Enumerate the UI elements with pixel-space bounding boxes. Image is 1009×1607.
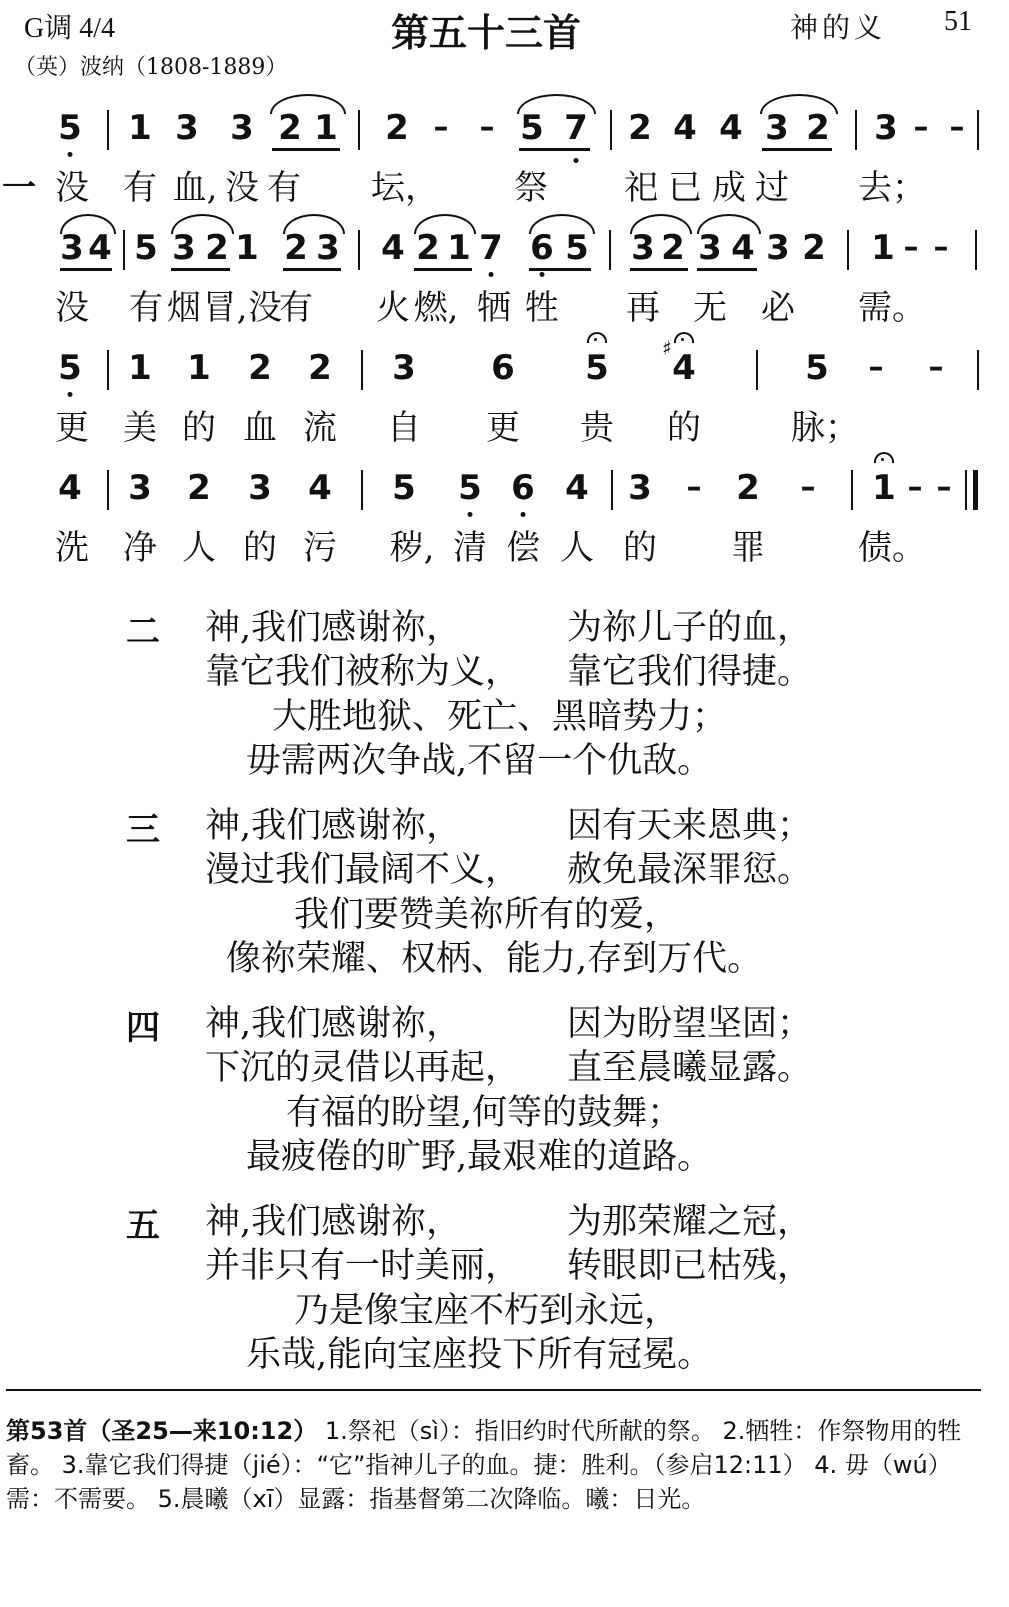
verse-line: 靠它我们得捷。 [567,652,813,692]
note: 1 [872,468,896,508]
slur [283,214,345,234]
lyric-syllable: 洗 [55,528,89,568]
lyric-syllable: 冒, [202,288,248,328]
note: 4 [565,468,589,508]
barline [977,350,979,390]
note: 5 [805,348,829,388]
lyric-syllable: 祀 [624,168,658,208]
lyric-syllable: 债。 [858,528,926,568]
beam-underline [697,268,757,271]
barline [847,230,849,270]
lyric-syllable: 自 [387,408,421,448]
sustain-dash: – [433,110,449,145]
lyric-syllable: 坛， [371,168,439,208]
barline [358,110,360,150]
sustain-dash: – [800,470,816,505]
barline [361,470,363,510]
verse-line: 乃是像宝座不朽到永远， [294,1291,680,1331]
octave-dot [68,152,73,157]
note: 2 [628,108,652,148]
slur [529,214,595,234]
verse-line: 我们要赞美祢所有的爱， [294,895,680,935]
sustain-dash: – [949,110,965,145]
lyric-syllable: 去； [858,168,926,208]
note: 3 [175,108,199,148]
lyric-syllable: 没 [55,168,89,208]
lyric-syllable: 净 [123,528,157,568]
slur [414,214,476,234]
note: 2 [385,108,409,148]
fermata-icon [874,452,894,463]
lyric-syllable: 没 [55,288,89,328]
barline [611,470,613,510]
beam-underline [519,148,590,151]
lyric-syllable: 牺 [477,288,511,328]
note: 4 [308,468,332,508]
lyric-syllable: 成 [712,168,746,208]
slur [630,214,692,234]
lyric-syllable: 牲 [525,288,559,328]
sustain-dash: – [479,110,495,145]
barline [358,230,360,270]
note: 2 [802,228,826,268]
lyric-syllable: 偿 [506,528,540,568]
note: 3 [628,468,652,508]
note: 3 [392,348,416,388]
note: 4 [672,348,696,388]
composer-credit: （英）波纳（1808-1889） [14,55,288,80]
note: 4 [673,108,697,148]
note: 2 [308,348,332,388]
lyric-syllable: 美 [123,408,157,448]
lyric-syllable: 的 [623,528,657,568]
note: 4 [88,228,112,268]
lyric-syllable: 有 [129,288,163,328]
lyric-syllable: 秽, [389,528,435,568]
hymn-category: 神的义 [790,11,887,44]
slur [60,214,116,234]
beam-underline [171,268,230,271]
verse-line: 为那荣耀之冠， [567,1202,813,1242]
lyric-syllable: 更 [486,408,520,448]
beam-underline [762,148,832,151]
lyric-syllable: 烟 [167,288,201,328]
lyric-syllable: 的 [243,528,277,568]
octave-dot [574,158,579,163]
barline [609,230,611,270]
note: 2 [278,108,302,148]
lyric-syllable: 污 [303,528,337,568]
note: 7 [479,228,503,268]
note: 6 [530,228,554,268]
note: 6 [511,468,535,508]
note: 4 [731,228,755,268]
page-number: 51 [944,6,972,37]
lyric-syllable: 必 [761,288,795,328]
note: 5 [458,468,482,508]
beam-underline [60,268,112,271]
verse-line: 为祢儿子的血， [567,608,813,648]
note: 4 [719,108,743,148]
barline [107,110,109,150]
verse-number: 三 [126,810,160,850]
verse-line: 靠它我们被称为义， [205,652,521,692]
lyric-syllable: 罪 [731,528,765,568]
note: 2 [416,228,440,268]
barline [756,350,758,390]
lyric-syllable: 没 [248,288,282,328]
lyric-syllable: 贵 [580,408,614,448]
note: 3 [765,108,789,148]
note: 1 [128,348,152,388]
barline [107,470,109,510]
footnote-divider [6,1389,981,1391]
octave-dot [468,512,473,517]
verse-line: 大胜地狱、死亡、黑暗势力； [272,697,728,737]
note: 3 [766,228,790,268]
note: 7 [564,108,588,148]
verse-line: 漫过我们最阔不义， [205,850,521,890]
lyric-syllable: 有 [267,168,301,208]
lyric-syllable: 有 [279,288,313,328]
hymn-title: 第五十三首 [391,11,582,55]
note: 3 [60,228,84,268]
octave-dot [489,272,494,277]
verse-line: 像祢荣耀、权柄、能力,存到万代。 [226,939,763,979]
lyric-syllable: 需。 [858,288,926,328]
verse-line: 乐哉,能向宝座投下所有冠冕。 [246,1335,713,1375]
slur [270,94,346,114]
barline [361,350,363,390]
note: 5 [585,348,609,388]
note: 2 [661,228,685,268]
verse-number: 四 [126,1008,160,1048]
note: 5 [134,228,158,268]
sustain-dash: – [913,110,929,145]
note: 2 [736,468,760,508]
verse-line: 赦免最深罪愆。 [567,850,813,890]
lyric-syllable: 已 [668,168,702,208]
octave-dot [68,392,73,397]
verse-line: 因为盼望坚固； [567,1004,813,1044]
barline [977,110,979,150]
lyric-syllable: 火 [376,288,410,328]
beam-underline [283,268,341,271]
sustain-dash: – [928,350,944,385]
verse-line: 神,我们感谢祢， [205,1004,462,1044]
fermata-icon [674,332,694,343]
octave-dot [540,272,545,277]
final-barline [973,470,978,510]
footnote-text: 1.祭祀（sì）：指旧约时代所献的祭。 2.牺牲：作祭物用的牲畜。 3.靠它我们得捷（jié）：“它”指神儿子的血。捷：胜利。（参启12:11） 4. 毋（wú）需：不需要。 5.晨曦（xī）显露：指基督第二次降临。曦：日光。 [6,1417,962,1513]
barline [610,110,612,150]
lyric-syllable: 的 [667,408,701,448]
barline [975,230,977,270]
note: 2 [806,108,830,148]
lyric-syllable: 无 [693,288,727,328]
note: 1 [314,108,338,148]
beam-underline [630,268,688,271]
lyric-syllable: 流 [303,408,337,448]
footnote-reference: 第53首（圣25—来10:12） [6,1417,318,1445]
note: 1 [235,228,259,268]
note: 3 [874,108,898,148]
sharp-icon: ♯ [662,336,672,360]
verse-line: 最疲倦的旷野,最艰难的道路。 [246,1137,713,1177]
beam-underline [414,268,472,271]
lyric-syllable: 血 [243,408,277,448]
lyric-syllable: 人 [182,528,216,568]
verse-number: 五 [126,1206,160,1246]
verse-line: 神,我们感谢祢， [205,608,462,648]
verse-line: 神,我们感谢祢， [205,1202,462,1242]
note: 1 [128,108,152,148]
lyric-syllable: 燃, [413,288,459,328]
note: 2 [248,348,272,388]
lyric-syllable: 没 [225,168,259,208]
note: 1 [871,228,895,268]
note: 2 [205,228,229,268]
barline [855,110,857,150]
lyric-syllable: 再 [626,288,660,328]
note: 3 [698,228,722,268]
verse-line: 因有天来恩典； [567,806,813,846]
slur [171,214,234,234]
note: 2 [284,228,308,268]
note: 3 [248,468,272,508]
note: 5 [520,108,544,148]
note: 1 [187,348,211,388]
barline [965,470,967,510]
lyric-syllable: 清 [453,528,487,568]
sustain-dash: – [686,470,702,505]
verse-line: 转眼即已枯残， [567,1246,813,1286]
lyric-syllable: 人 [560,528,594,568]
note: 6 [491,348,515,388]
sustain-dash: – [933,230,949,265]
barline [107,350,109,390]
sustain-dash: – [907,470,923,505]
note: 3 [230,108,254,148]
note: 2 [187,468,211,508]
beam-underline [272,148,340,151]
note: 4 [381,228,405,268]
note: 3 [172,228,196,268]
note: 5 [58,348,82,388]
note: 5 [392,468,416,508]
slur [760,94,838,114]
sustain-dash: – [936,470,952,505]
sustain-dash: – [868,350,884,385]
verse-line: 神,我们感谢祢， [205,806,462,846]
slur [697,214,761,234]
lyric-syllable: 血, [172,168,218,208]
verse-line: 毋需两次争战,不留一个仇敌。 [246,741,713,781]
octave-dot [521,512,526,517]
beam-underline [529,268,591,271]
note: 5 [565,228,589,268]
lyric-syllable: 祭 [514,168,548,208]
slur [517,94,596,114]
sustain-dash: – [903,230,919,265]
note: 5 [58,108,82,148]
lyric-syllable: 脉； [791,408,859,448]
key-signature: G调 4/4 [24,13,116,44]
note: 4 [58,468,82,508]
verse-line: 直至晨曦显露。 [567,1048,813,1088]
lyric-verse-marker: 一 [2,168,36,208]
lyric-syllable: 有 [123,168,157,208]
note: 3 [631,228,655,268]
note: 1 [447,228,471,268]
lyric-syllable: 的 [182,408,216,448]
lyric-syllable: 更 [55,408,89,448]
footnote [6,1414,991,1516]
note: 3 [316,228,340,268]
verse-line: 并非只有一时美丽， [205,1246,521,1286]
note: 3 [128,468,152,508]
lyric-syllable: 过 [755,168,789,208]
barline [123,230,125,270]
verse-number: 二 [126,612,160,652]
verse-line: 有福的盼望,何等的鼓舞； [286,1093,683,1133]
barline [851,470,853,510]
verse-line: 下沉的灵借以再起， [205,1048,521,1088]
fermata-icon [587,332,607,343]
